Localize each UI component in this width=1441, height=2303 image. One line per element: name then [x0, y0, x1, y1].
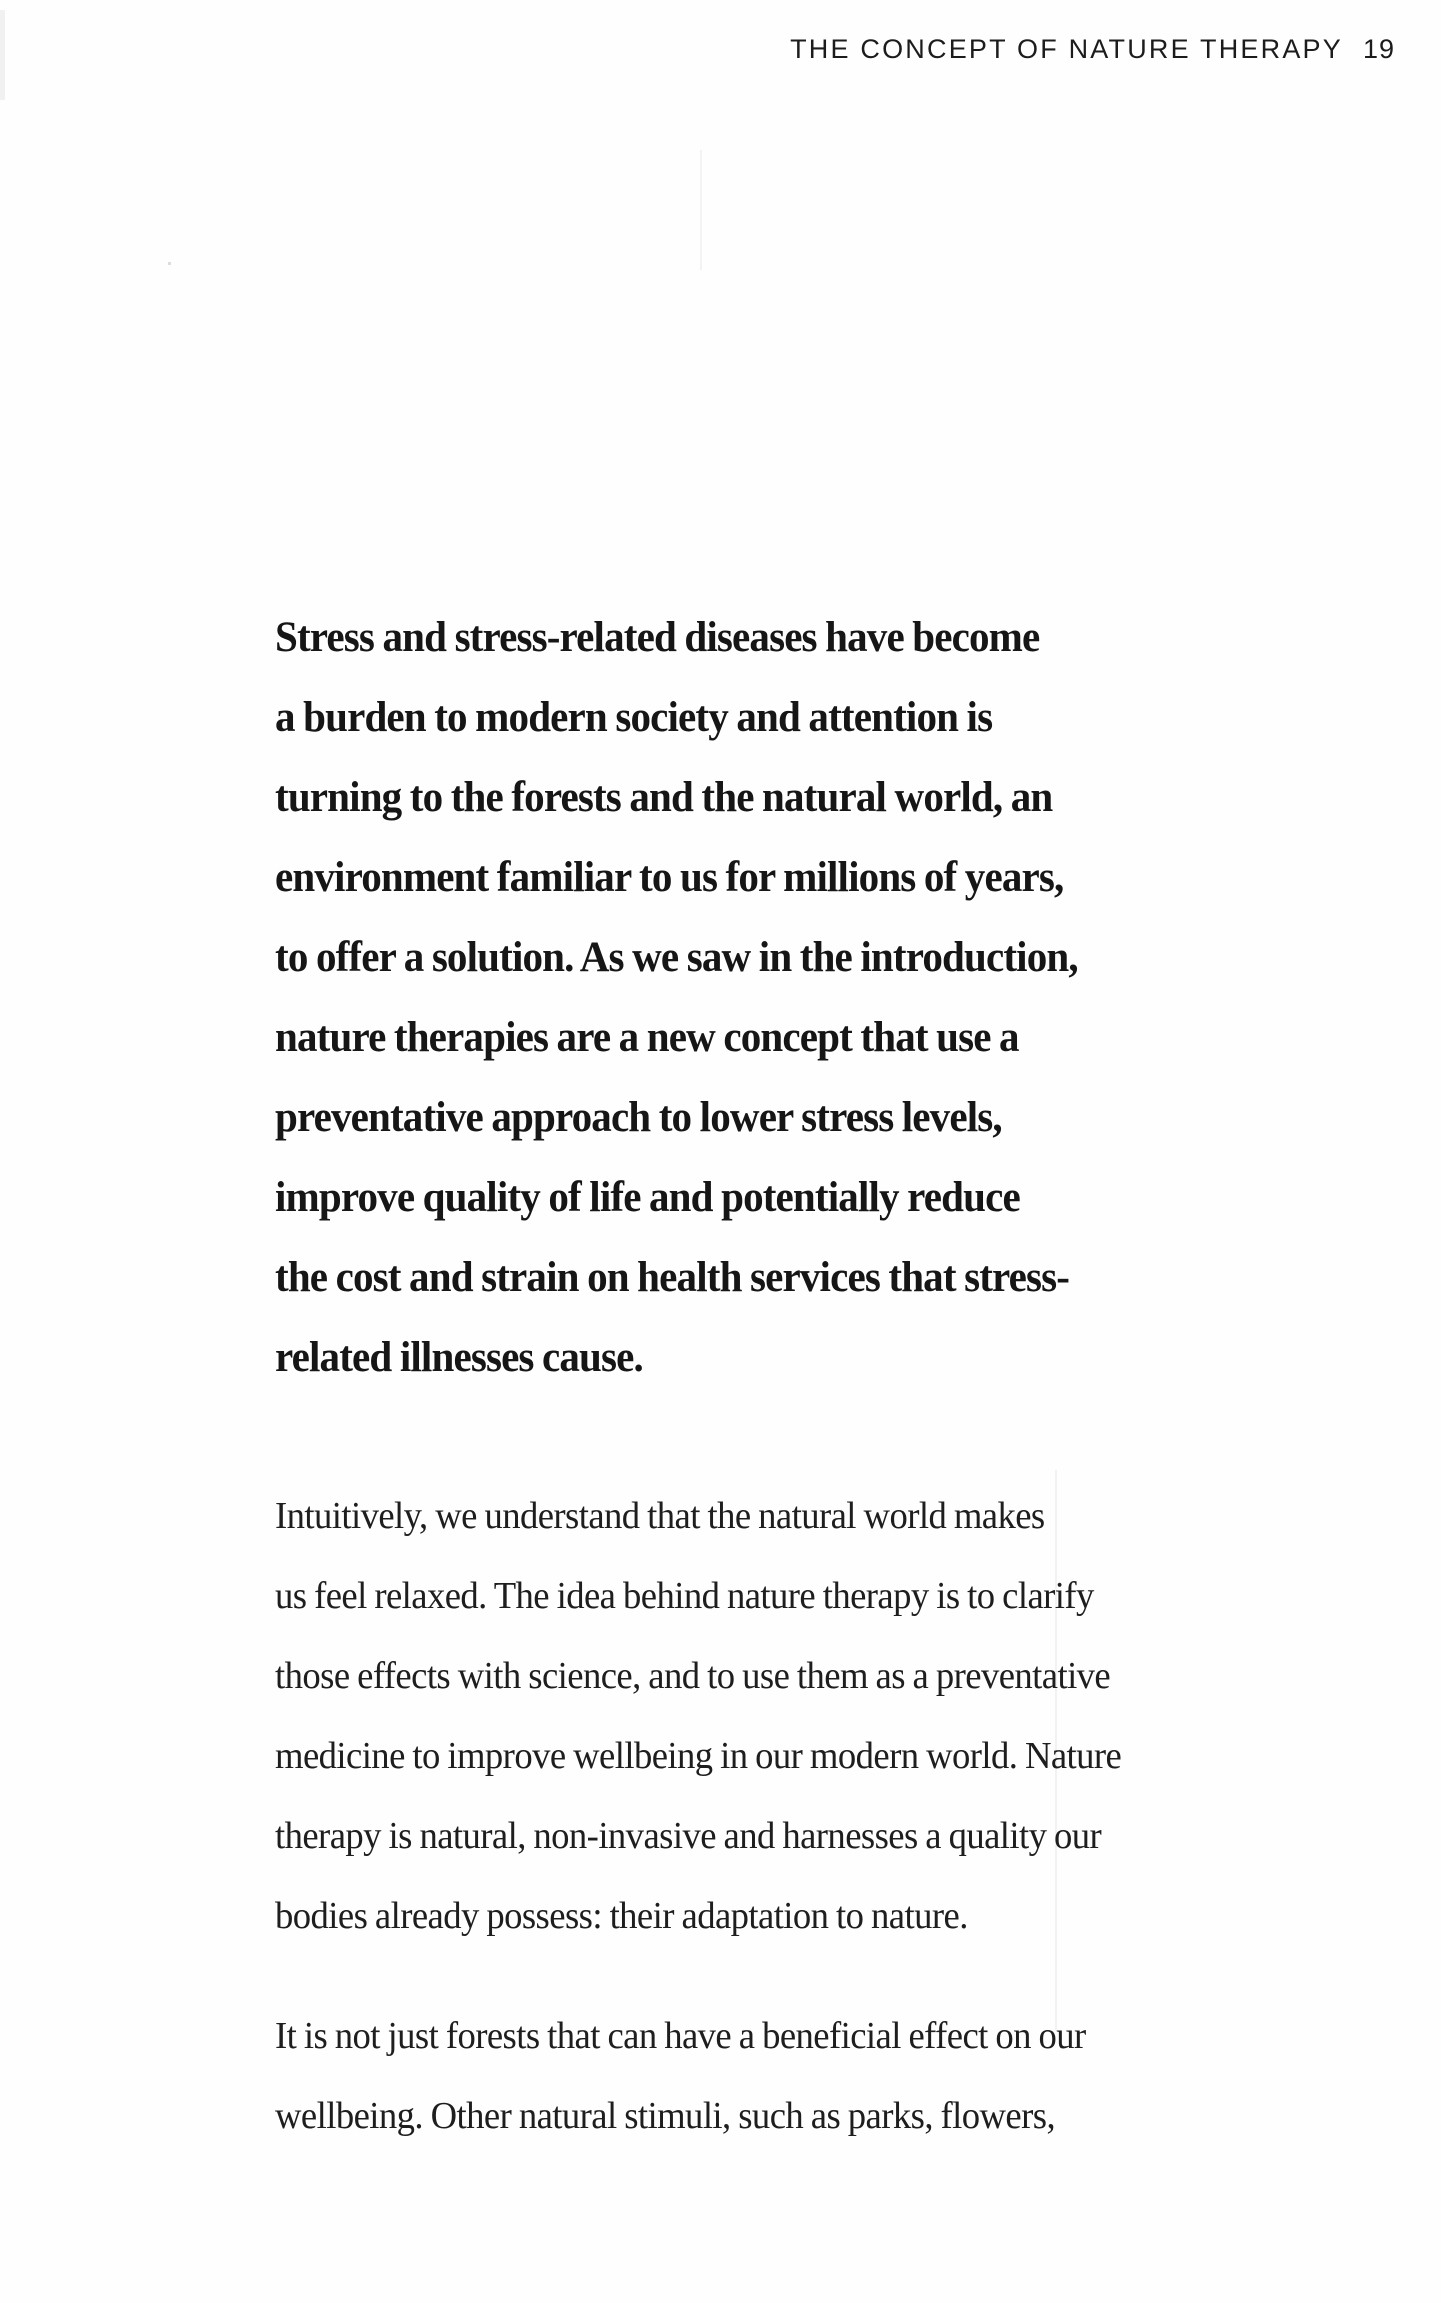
- lead-line: Stress and stress-related diseases have become: [275, 614, 1040, 661]
- lead-line: turning to the forests and the natural world, an: [275, 774, 1053, 821]
- body-line: Intuitively, we understand that the natural world makes: [275, 1495, 1045, 1537]
- lead-line: environment familiar to us for millions of years,: [275, 854, 1064, 901]
- body-line: us feel relaxed. The idea behind nature therapy is to clarify: [275, 1575, 1094, 1617]
- running-header: [790, 34, 1395, 65]
- body-line: those effects with science, and to use them as a preventative: [275, 1655, 1111, 1697]
- lead-paragraph: [275, 598, 1078, 1398]
- body-line: therapy is natural, non-invasive and harnesses a quality our: [275, 1815, 1102, 1857]
- scan-artifact: [168, 262, 171, 265]
- scan-artifact: [0, 10, 5, 100]
- body-line: medicine to improve wellbeing in our modern world. Nature: [275, 1735, 1122, 1777]
- lead-line: the cost and strain on health services that stress-: [275, 1254, 1070, 1301]
- lead-line: to offer a solution. As we saw in the introduction,: [275, 934, 1078, 981]
- scan-artifact: [700, 150, 702, 270]
- lead-line: nature therapies are a new concept that use a: [275, 1014, 1019, 1061]
- body-paragraph: [275, 1476, 1121, 1956]
- lead-line: improve quality of life and potentially reduce: [275, 1174, 1020, 1221]
- body-line: It is not just forests that can have a beneficial effect on our: [275, 2015, 1086, 2057]
- body-paragraph: [275, 1996, 1086, 2156]
- lead-line: a burden to modern society and attention is: [275, 694, 993, 741]
- body-line: wellbeing. Other natural stimuli, such as parks, flowers,: [275, 2095, 1056, 2137]
- lead-line: preventative approach to lower stress levels,: [275, 1094, 1002, 1141]
- running-title: THE CONCEPT OF NATURE THERAPY: [790, 34, 1343, 64]
- lead-line: related illnesses cause.: [275, 1334, 643, 1381]
- body-line: bodies already possess: their adaptation to nature.: [275, 1895, 968, 1937]
- page-number: 19: [1362, 34, 1395, 64]
